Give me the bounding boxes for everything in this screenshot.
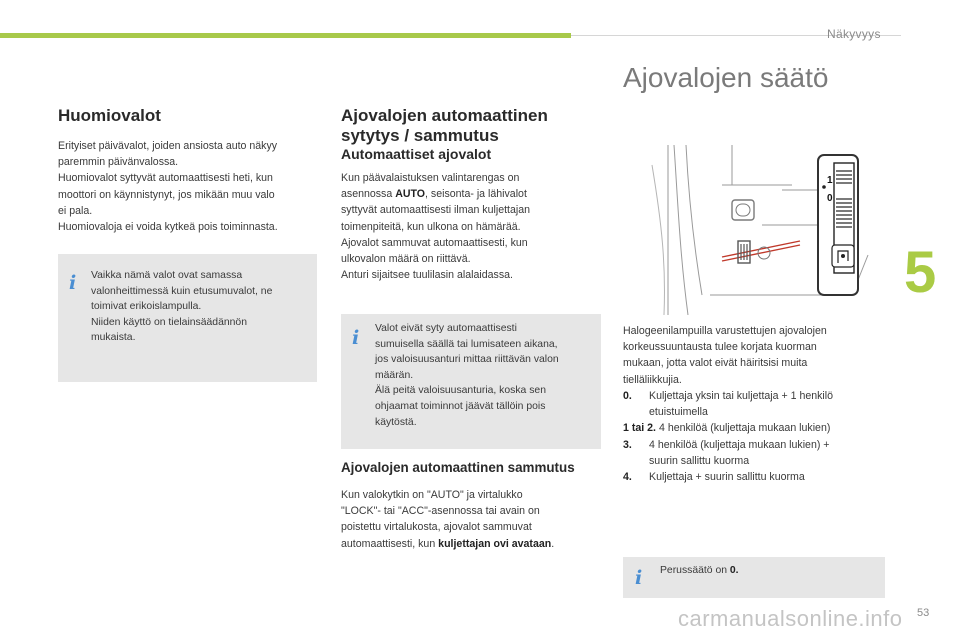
- info-text: Valot eivät syty automaattisesti sumuisella säällä tai lumisateen aikana, jos valoisuusanturi mittaa riittävän valon määrän. Älä peitä valoisuusanturia, koska sen ohjaamat toiminnot jäävät tällöin pois käytöstä.: [375, 323, 559, 428]
- info-box-daytime: [58, 254, 317, 382]
- info-text: Perussäätö on 0.: [660, 565, 739, 576]
- info-box-auto-lights: [341, 314, 601, 449]
- info-icon: i: [69, 272, 77, 294]
- info-icon: i: [352, 327, 360, 349]
- list-item-continuation: suurin sallittu kuorma: [649, 454, 750, 467]
- daytime-lights-heading: Huomiovalot: [58, 106, 161, 125]
- info-text: Vaikka nämä valot ovat samassa valonheittimessä kuin etusumuvalot, ne toimivat erikoislampulla. Niiden käyttö on tielainsäädännön mukaista.: [91, 270, 273, 344]
- list-item: 4. Kuljettaja + suurin sallittu kuorma: [623, 471, 805, 484]
- list-item: 3. 4 henkilöä (kuljettaja mukaan lukien) +: [623, 438, 830, 451]
- page-number: 53: [917, 607, 930, 619]
- auto-lights-heading: Ajovalojen automaattinen sytytys / sammutus: [341, 106, 548, 145]
- info-box-default-setting: [623, 557, 885, 598]
- adjustment-intro-text: Halogeenilampuilla varustettujen ajovalojen korkeussuuntausta tulee korjata kuorman mukaan, jotta valot eivät häiritsisi muita tielläliikkujia.: [623, 325, 827, 386]
- auto-switch-off-text: Kun valokytkin on "AUTO" ja virtalukko "LOCK"- tai "ACC"-asennossa tai avain on poistettu virtalukosta, ajovalot sammuvat automaattisesti, kun kuljettajan ovi avataan.: [341, 489, 555, 550]
- info-icon: i: [635, 567, 643, 589]
- auto-headlights-text: Kun päävalaistuksen valintarengas on asennossa AUTO, seisonta- ja lähivalot syttyvät automaattisesti ilman kuljettajan toimenpiteitä, kun ulkona on hämärää. Ajovalot sammuvat automaattisesti, kun ulkovalon määrä on riittävä. Anturi sijaitsee tuulilasin alalaidassa.: [341, 172, 531, 282]
- auto-headlights-subheading: Automaattiset ajovalot: [341, 146, 492, 162]
- load-positions-list: [623, 388, 833, 485]
- list-item: 1 tai 2. 4 henkilöä (kuljettaja mukaan lukien): [623, 422, 831, 435]
- chapter-number: 5: [904, 240, 937, 305]
- header-accent-bar: [0, 33, 571, 38]
- headlamp-adjustment-title: Ajovalojen säätö: [623, 62, 829, 93]
- daytime-lights-text: Erityiset päivävalot, joiden ansiosta auto näkyy paremmin päivänvalossa. Huomiovalot syttyvät automaattisesti heti, kun moottori on käynnistynyt, jos mikään muu valo ei pala. Huomiovaloja ei voida kytkeä pois toiminnasta.: [58, 140, 278, 234]
- auto-switch-off-subheading: Ajovalojen automaattinen sammutus: [341, 460, 575, 475]
- watermark: carmanualsonline.info: [678, 606, 903, 631]
- dial-label-1: 1: [827, 175, 833, 186]
- dashboard-illustration: [622, 145, 884, 315]
- headlamp-dial-illustration: [622, 145, 884, 315]
- section-label: Näkyvyys: [827, 27, 881, 41]
- list-item-continuation: etuistuimella: [649, 406, 708, 419]
- list-item: 0. Kuljettaja yksin tai kuljettaja + 1 henkilö: [623, 390, 834, 402]
- dial-label-0: 0: [827, 193, 833, 204]
